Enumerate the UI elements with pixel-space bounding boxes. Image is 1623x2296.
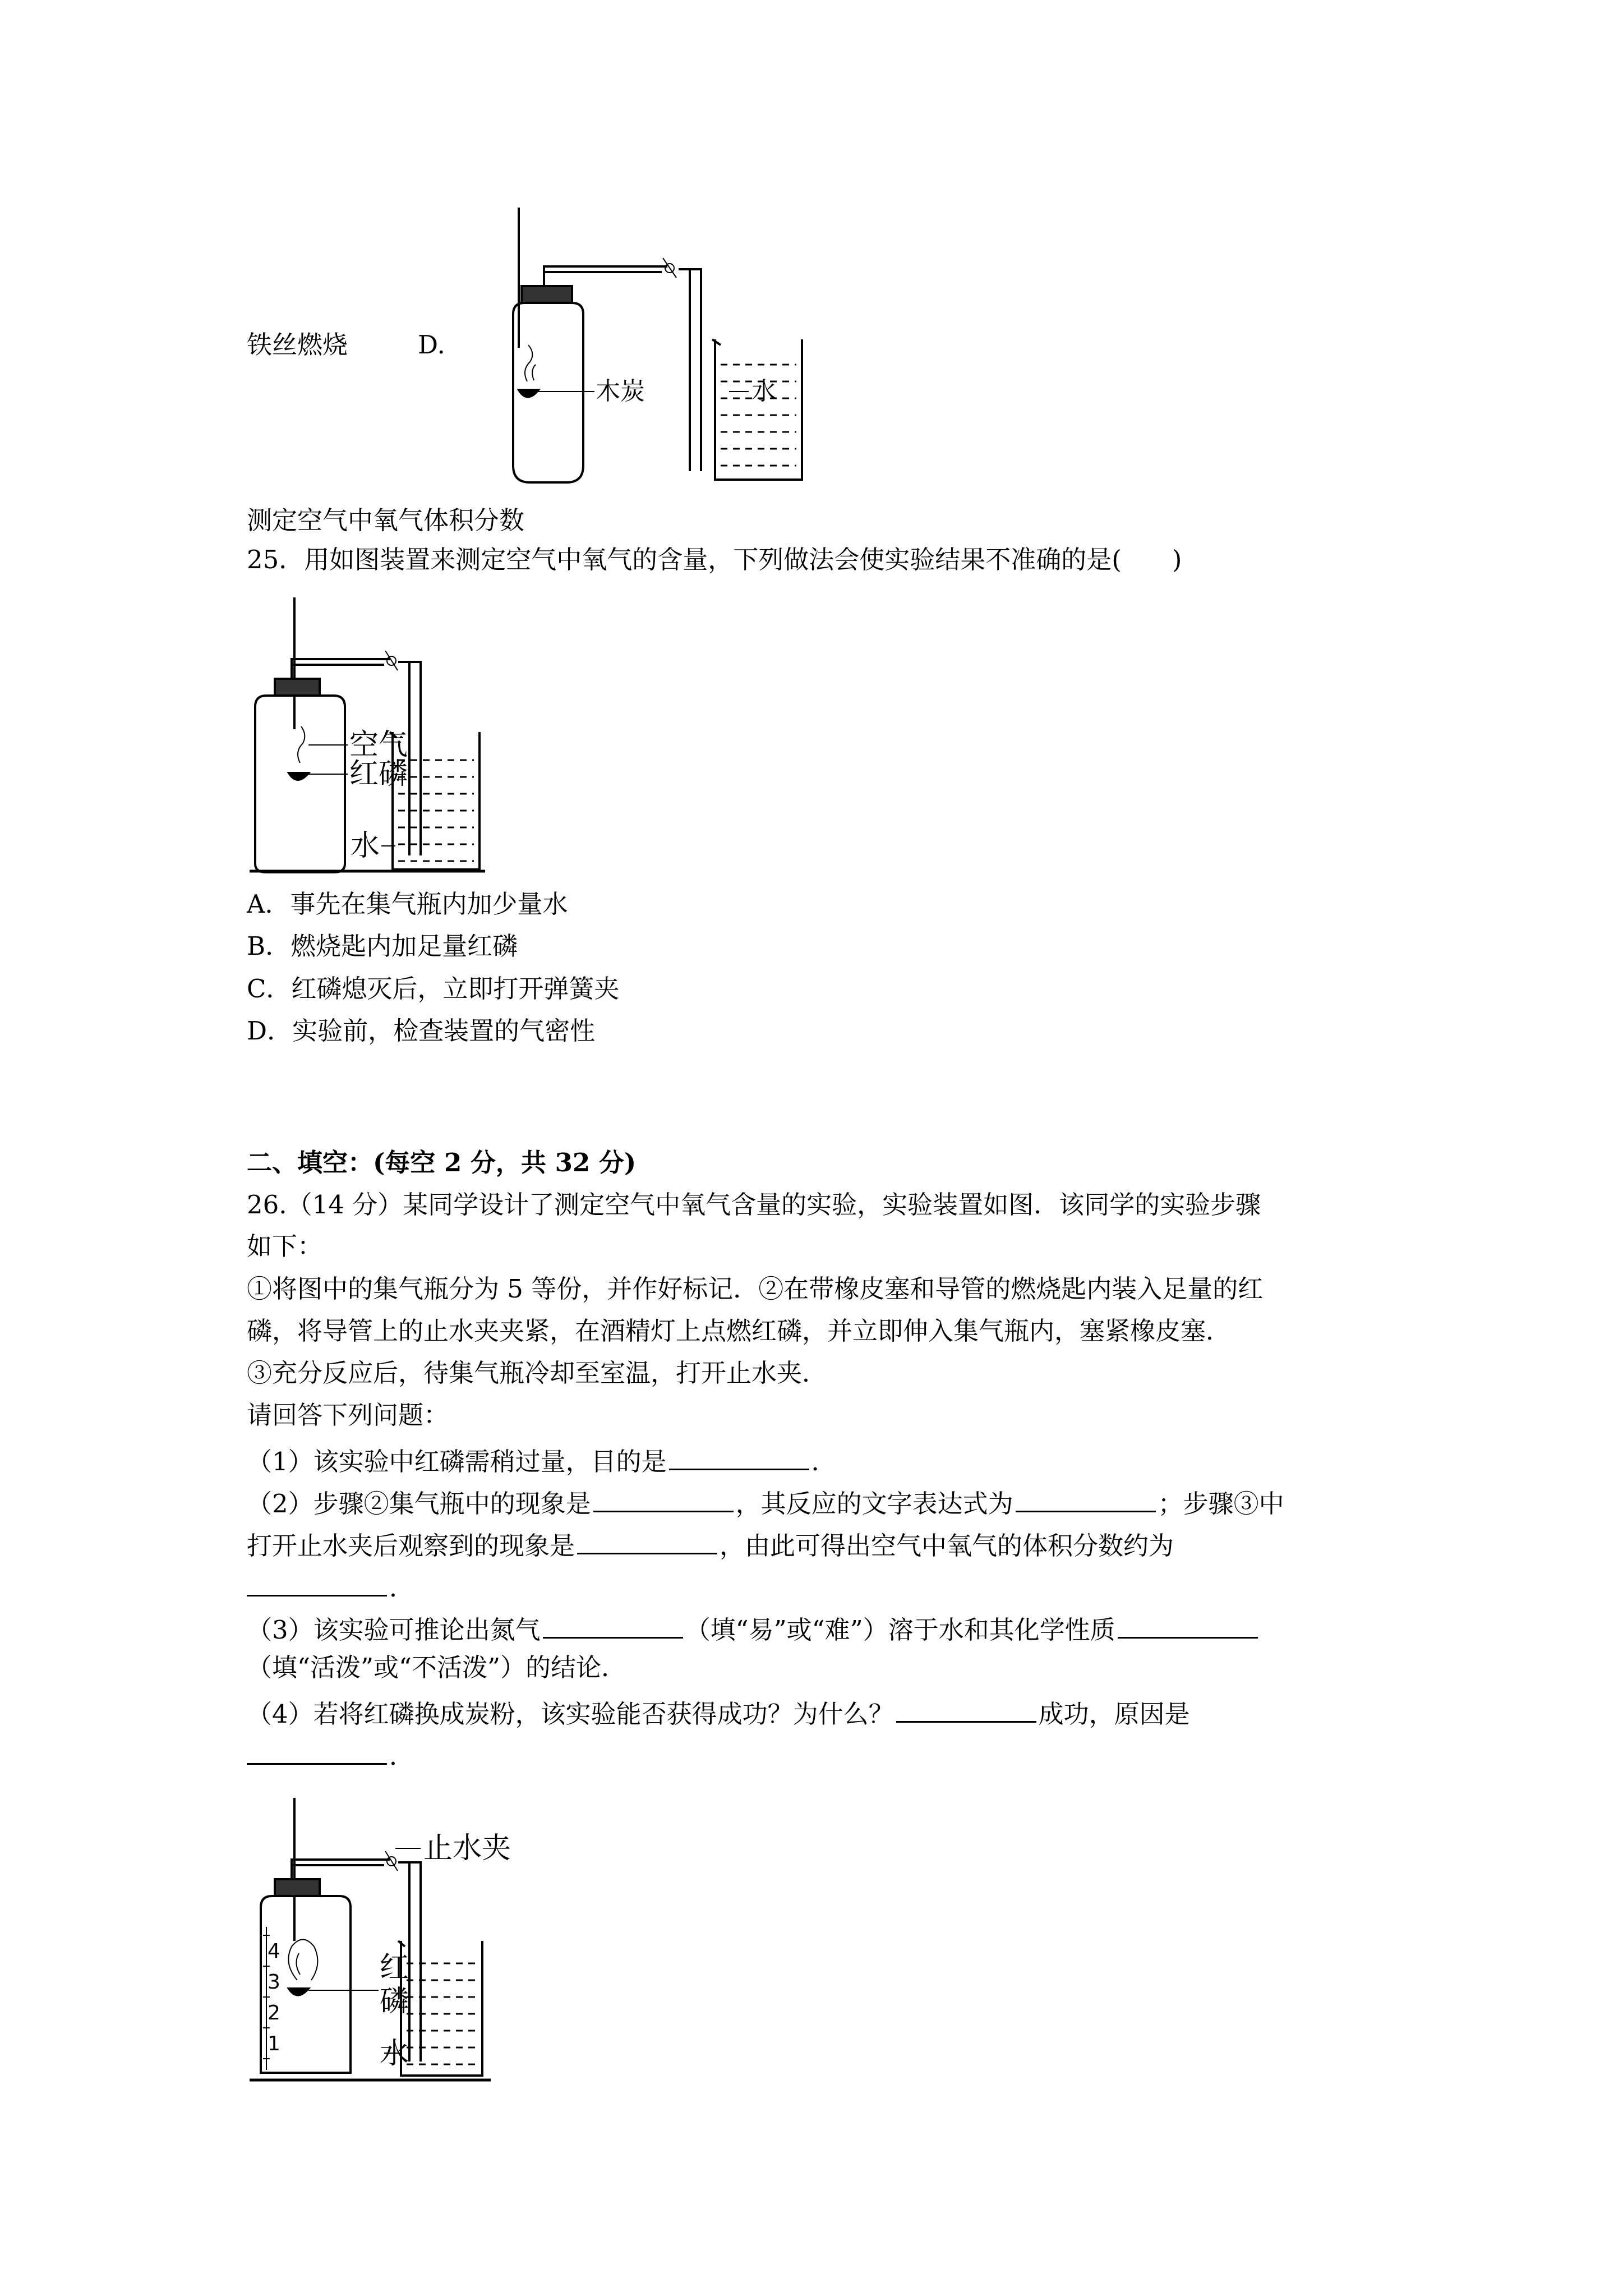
q26-part2-text-d: 打开止水夹后观察到的现象是 — [247, 1531, 575, 1561]
top-option-letter: D. — [418, 330, 445, 360]
scale-mark-2: 2 — [268, 2001, 280, 2024]
top-left-label: 铁丝燃烧 — [247, 330, 348, 360]
q25-stem: 25．用如图装置来测定空气中氧气的含量，下列做法会使实验结果不准确的是( ) — [247, 545, 1182, 574]
q26-part4-text-a: （4）若将红磷换成炭粉，该实验能否获得成功？为什么？ — [247, 1699, 894, 1729]
q26-part4-end: ． — [389, 1741, 415, 1771]
q26-part2-line3 — [247, 1567, 414, 1605]
label-water-q26: 水 — [380, 2037, 409, 2070]
label-water-q25: 水 — [351, 829, 380, 863]
answer-blank-8[interactable] — [896, 1693, 1036, 1723]
scale-mark-3: 3 — [268, 1971, 280, 1994]
answer-blank-4[interactable] — [577, 1525, 717, 1554]
q25-option-b: B．燃烧匙内加足量红磷 — [247, 931, 518, 961]
section2-heading: 二、填空：(每空 2 分，共 32 分) — [247, 1148, 637, 1177]
answer-blank-3[interactable] — [1016, 1483, 1156, 1512]
q26-part2-text-b: ，其反应的文字表达式为 — [735, 1489, 1013, 1519]
q25-option-d: D．实验前，检查装置的气密性 — [247, 1016, 596, 1046]
q25-option-a: A．事先在集气瓶内加少量水 — [247, 889, 568, 919]
q26-part3-line2: （填“活泼”或“不活泼”）的结论． — [247, 1653, 627, 1682]
apparatus-figure-charcoal — [465, 202, 836, 488]
q26-part2-text-a: （2）步骤②集气瓶中的现象是 — [247, 1489, 591, 1519]
q26-steps-line3: ③充分反应后，待集气瓶冷却至室温，打开止水夹． — [247, 1358, 828, 1388]
q26-steps-line1: ①将图中的集气瓶分为 5 等份，并作好标记．②在带橡皮塞和导管的燃烧匙内装入足量的红 — [247, 1274, 1264, 1304]
q26-part1-text: （1）该实验中红磷需稍过量，目的是 — [247, 1447, 667, 1476]
q26-part2-text-c: ；步骤③中 — [1158, 1489, 1284, 1519]
apparatus-figure-q26 — [250, 1795, 575, 2087]
answer-blank-5[interactable] — [247, 1567, 387, 1596]
q26-prompt: 请回答下列问题： — [247, 1400, 449, 1430]
q26-part4-line2 — [247, 1735, 414, 1773]
top-caption: 测定空气中氧气体积分数 — [247, 505, 525, 535]
label-air: 空气 — [349, 728, 408, 762]
q26-part2-line2 — [247, 1525, 1174, 1563]
label-phosphorus-q25: 红磷 — [349, 757, 408, 791]
q26-part4-text-b: 成功，原因是 — [1038, 1699, 1190, 1729]
q25-option-c: C．红磷熄灭后，立即打开弹簧夹 — [247, 974, 620, 1004]
apparatus-figure-q25 — [250, 595, 564, 875]
q26-stem-line1: 26.（14 分）某同学设计了测定空气中氧气含量的实验，实验装置如图．该同学的实验步骤 — [247, 1190, 1261, 1220]
q26-part2-end: ． — [389, 1573, 415, 1603]
answer-blank-9[interactable] — [247, 1735, 387, 1765]
answer-blank-7[interactable] — [1118, 1609, 1258, 1639]
answer-blank-6[interactable] — [543, 1609, 683, 1639]
answer-blank-2[interactable] — [593, 1483, 734, 1512]
answer-blank-1[interactable] — [669, 1441, 809, 1470]
q26-stem-line2: 如下： — [247, 1231, 323, 1261]
q26-part3-line1 — [247, 1609, 1260, 1647]
label-charcoal: 木炭 — [596, 377, 645, 406]
label-phosphorus-1: 红 — [380, 1951, 409, 1985]
q26-part3-text-b: （填“易”或“难”）溶于水和其化学性质 — [685, 1615, 1115, 1645]
scale-mark-1: 1 — [268, 2032, 280, 2055]
label-water-top: 水 — [751, 377, 776, 406]
q26-part1 — [247, 1441, 837, 1479]
q26-part1-end: ． — [811, 1447, 837, 1476]
q26-steps-line2: 磷，将导管上的止水夹夹紧，在酒精灯上点燃红磷，并立即伸入集气瓶内，塞紧橡皮塞． — [247, 1316, 1232, 1346]
scale-mark-4: 4 — [268, 1940, 280, 1963]
q26-part2-text-e: ，由此可得出空气中氧气的体积分数约为 — [720, 1531, 1174, 1561]
q26-part4-line1 — [247, 1693, 1190, 1731]
q26-part2-line1 — [247, 1483, 1284, 1521]
label-clamp: 止水夹 — [423, 1832, 511, 1865]
label-phosphorus-2: 磷 — [380, 1985, 409, 2018]
q26-part3-text-a: （3）该实验可推论出氮气 — [247, 1615, 541, 1645]
